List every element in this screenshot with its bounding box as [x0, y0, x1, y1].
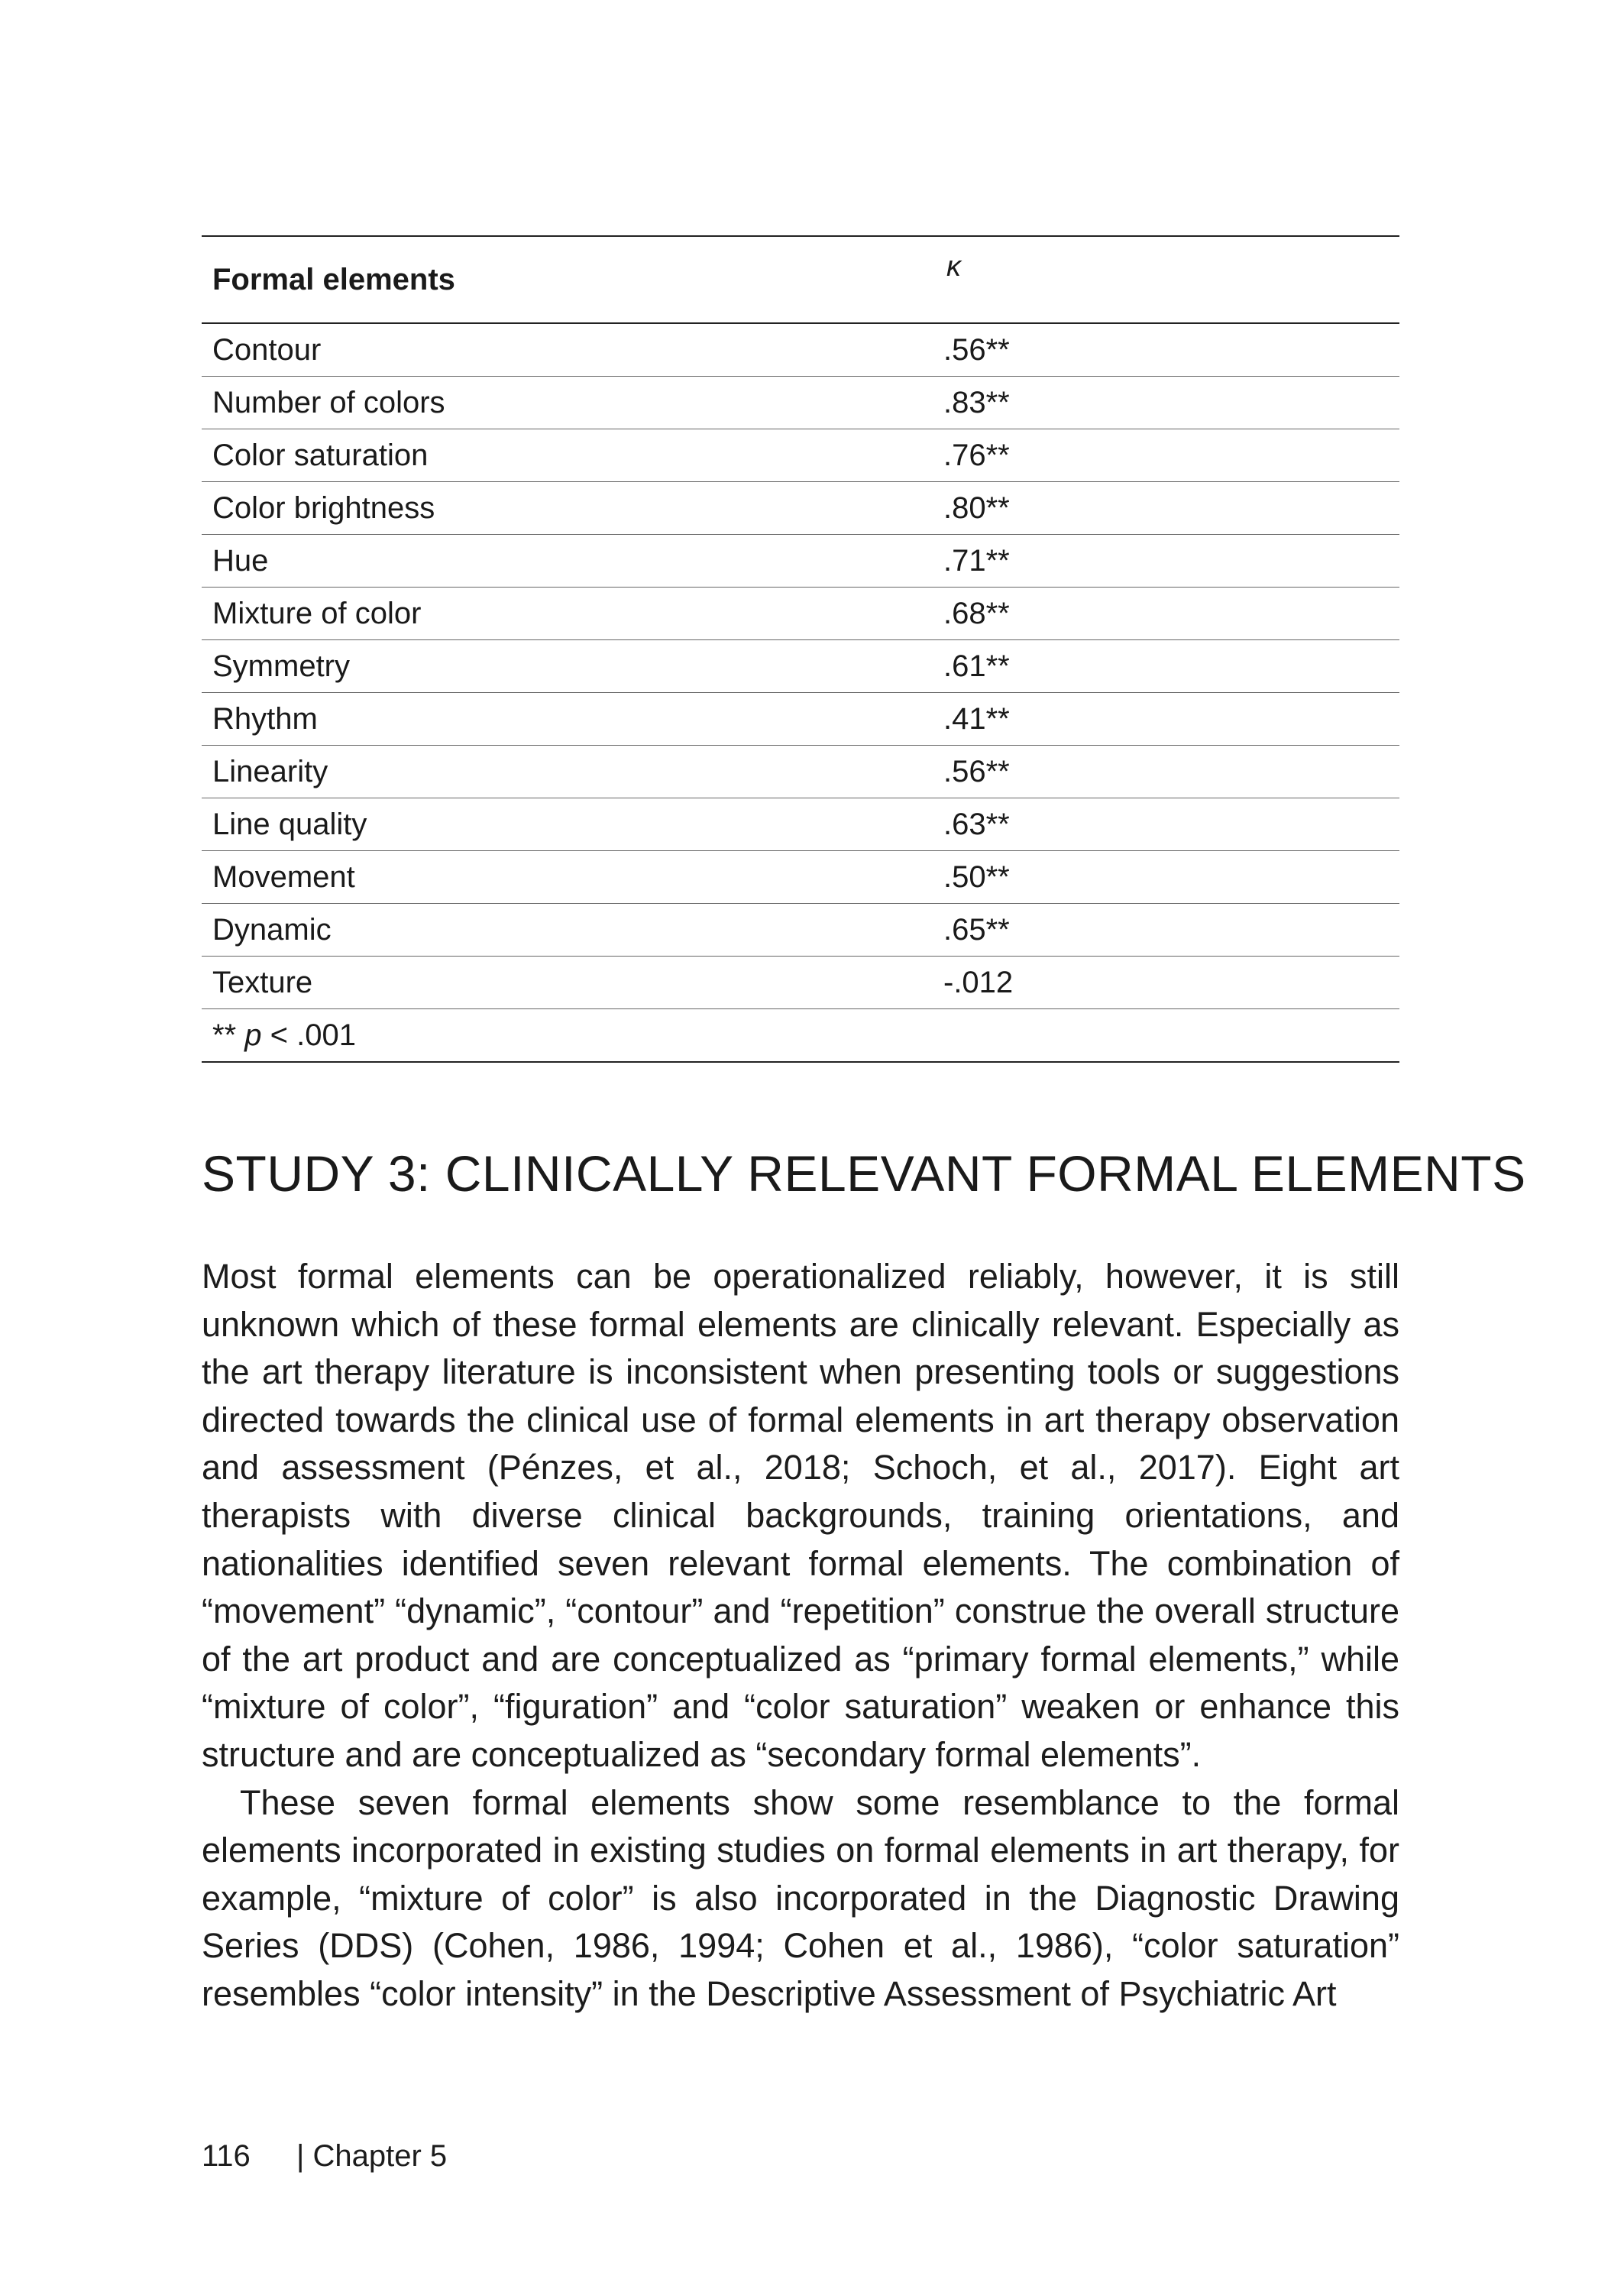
kappa-table — [202, 235, 1399, 1063]
element-name: Symmetry — [202, 640, 943, 693]
paragraph-2: These seven formal elements show some resemblance to the formal elements incorporated in existing studies on formal elements in art therapy, for example, “mixture of color” is also incorporated in the Diagnostic Drawing Series (DDS) (Cohen, 1986, 1994; Cohen et al., 1986), “color saturation” resembles “color intensity” in the Descriptive Assessment of Psychiatric Art — [202, 1782, 1399, 2013]
page-number: 116 — [202, 2139, 251, 2173]
chapter-label: | Chapter 5 — [296, 2139, 448, 2173]
kappa-value: .76** — [943, 429, 1399, 482]
column-header-formal-elements: Formal elements — [202, 236, 943, 323]
column-header-kappa: κ — [943, 236, 1399, 323]
kappa-value: .80** — [943, 482, 1399, 535]
kappa-value: .63** — [943, 798, 1399, 851]
element-name: Rhythm — [202, 693, 943, 746]
table-note-row — [202, 1009, 1399, 1063]
kappa-value: .65** — [943, 904, 1399, 957]
element-name: Number of colors — [202, 377, 943, 429]
kappa-value: .71** — [943, 535, 1399, 588]
table-row — [202, 535, 1399, 588]
table-row — [202, 377, 1399, 429]
element-name: Texture — [202, 957, 943, 1009]
body-text — [202, 1253, 1399, 2018]
table-header-row — [202, 236, 1399, 323]
element-name: Hue — [202, 535, 943, 588]
table-row — [202, 957, 1399, 1009]
table-row — [202, 798, 1399, 851]
significance-note — [202, 1009, 1399, 1063]
kappa-value: .41** — [943, 693, 1399, 746]
kappa-value: .56** — [943, 746, 1399, 798]
page-footer — [202, 2139, 447, 2174]
kappa-value: .61** — [943, 640, 1399, 693]
element-name: Contour — [202, 323, 943, 377]
table-row — [202, 693, 1399, 746]
section-heading: STUDY 3: CLINICALLY RELEVANT FORMAL ELEMENTS — [202, 1145, 1526, 1202]
kappa-value: .50** — [943, 851, 1399, 904]
note-p-symbol: p — [244, 1018, 262, 1052]
paragraph-1: Most formal elements can be operationalized reliably, however, it is still unknown which of these formal elements are clinically relevant. Especially as the art therapy literature is inconsistent when presenting tools or suggestions directed towards the clinical use of formal elements in art therapy observation and assessment (Pénzes, et al., 2018; Schoch, et al., 2017). Eight art therapists with diverse clinical backgrounds, training orientations, and nationalities identified seven relevant formal elements. The combination of “movement” “dynamic”, “contour” and “repetition” construe the overall structure of the art product and are conceptualized as “primary formal elements,” while “mixture of color”, “figuration” and “color saturation” weaken or enhance this structure and are conceptualized as “secondary formal elements”. — [202, 1257, 1399, 1774]
element-name: Dynamic — [202, 904, 943, 957]
table-row — [202, 588, 1399, 640]
kappa-value: .83** — [943, 377, 1399, 429]
element-name: Line quality — [202, 798, 943, 851]
note-threshold: < .001 — [261, 1018, 356, 1052]
note-stars: ** — [212, 1018, 245, 1052]
element-name: Color saturation — [202, 429, 943, 482]
table-row — [202, 640, 1399, 693]
element-name: Mixture of color — [202, 588, 943, 640]
table-row — [202, 482, 1399, 535]
kappa-value: .56** — [943, 323, 1399, 377]
table-row — [202, 746, 1399, 798]
table-row — [202, 429, 1399, 482]
element-name: Movement — [202, 851, 943, 904]
table-row — [202, 851, 1399, 904]
element-name: Color brightness — [202, 482, 943, 535]
element-name: Linearity — [202, 746, 943, 798]
kappa-value: -.012 — [943, 957, 1399, 1009]
table-row — [202, 904, 1399, 957]
kappa-value: .68** — [943, 588, 1399, 640]
table-row — [202, 323, 1399, 377]
